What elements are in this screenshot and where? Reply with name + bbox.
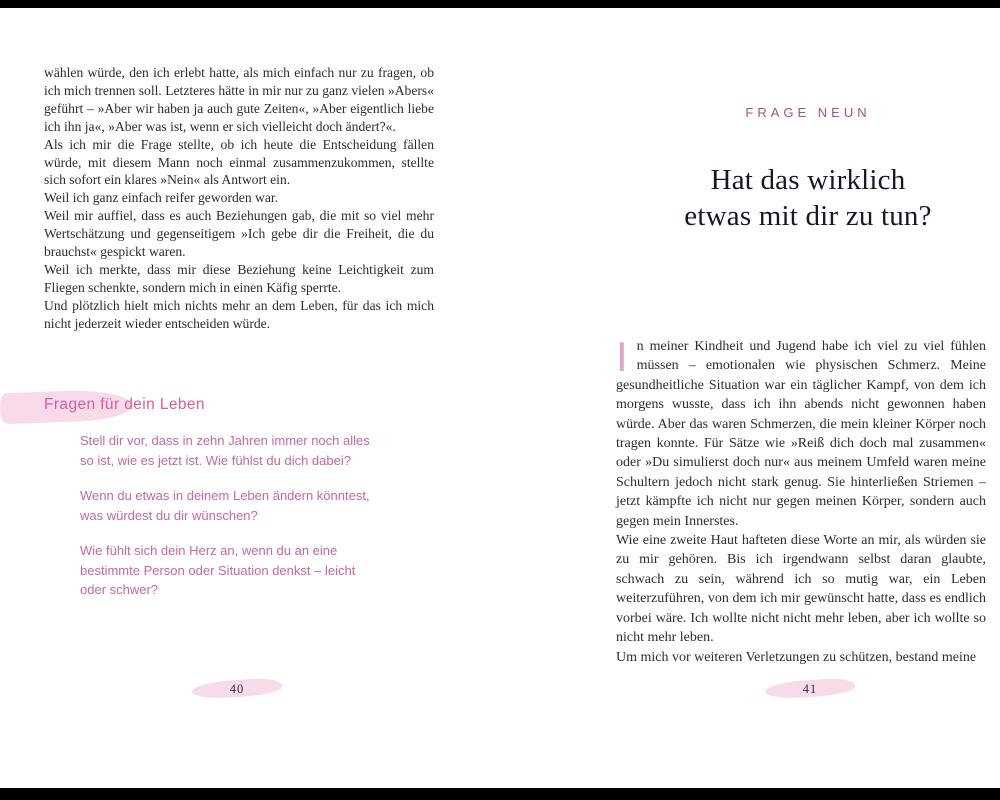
paragraph: wählen würde, den ich erlebt hatte, als mich einfach nur zu fragen, ob ich mich trennen soll. Letzteres hätte in mir nur zu ganz vielen »Abers« geführt – »Aber wir haben ja auch gute Zeiten«, »Aber eigentlich liebe ich ihn ja«, »Aber was ist, wenn er sich vielleicht doch ändert?«. — [44, 65, 434, 134]
paragraph: Und plötzlich hielt mich nichts mehr an dem Leben, für das ich mich nicht jederzeit wieder entscheiden würde. — [44, 297, 434, 331]
left-page-body — [44, 64, 434, 333]
page-number: 41 — [802, 682, 818, 696]
question: Wenn du etwas in deinem Leben ändern könntest, was würdest du dir wünschen? — [80, 488, 370, 523]
paragraph-text: n meiner Kindheit und Jugend habe ich viel zu viel fühlen müssen – emotionalen wie physischen Schmerz. Meine gesundheitliche Situation war ein täglicher Kampf, von dem ich morgens wusste, dass ich ihn abends nicht gewonnen haben würde. Aber das waren Schmerzen, die mein kleiner Körper noch tragen konnte. Für Sätze wie »Reiß dich doch mal zusammen« oder »Du simulierst doch nur« aus meinem Umfeld waren meine Schultern jedoch nicht stark genug. Sie hinterließen Striemen – jetzt kämpfte ich nicht nur gegen meinen Körper, sondern auch gegen mein Innerstes. — [616, 339, 986, 529]
paragraph: Um mich vor weiteren Verletzungen zu schützen, bestand meine — [616, 649, 977, 665]
reflection-questions — [80, 431, 382, 616]
paragraph: Wie eine zweite Haut hafteten diese Worte an mir, als würden sie zu mir gehören. Bis ich irgendwann selbst daran glaubte, schwach zu sein, während ich so mutig war, ein Leben weiterzuführen, von dem ich mir gewünscht hatte, dass es endlich vorbei wäre. Ich wollte nicht nicht mehr leben, aber ich wollte so nicht mehr leben. — [616, 533, 986, 646]
paragraph: Weil mir auffiel, dass es auch Beziehungen gab, die mit so viel mehr Wertschätzung und gegenseitigem »Ich gebe dir die Freiheit, die du brauchst« gespickt waren. — [44, 208, 434, 260]
title-line: Hat das wirklich — [710, 164, 906, 196]
paragraph: Weil ich merkte, dass mir diese Beziehung keine Leichtigkeit zum Fliegen schenkte, sondern mich in einen Käfig sperrte. — [44, 261, 434, 295]
paragraph: Als ich mir die Frage stellte, ob ich heute die Entscheidung fällen würde, mit diesem Mann noch einmal zusammenzukommen, stellte sich sofort ein klares »Nein« als Antwort ein. — [44, 136, 434, 188]
dropcap-initial: I — [616, 333, 628, 380]
letterbox-top — [0, 0, 1000, 8]
page-number: 40 — [229, 682, 245, 696]
chapter-kicker: FRAGE NEUN — [745, 105, 871, 120]
right-page-body — [616, 333, 986, 667]
question: Wie fühlt sich dein Herz an, wenn du an eine bestimmte Person oder Situation denkst – leicht oder schwer? — [80, 543, 356, 597]
chapter-title — [608, 162, 1000, 234]
title-line: etwas mit dir zu tun? — [684, 200, 932, 232]
paragraph — [616, 333, 986, 531]
paragraph: Weil ich ganz einfach reifer geworden war. — [44, 190, 279, 206]
letterbox-bottom — [0, 788, 1000, 800]
question: Stell dir vor, dass in zehn Jahren immer noch alles so ist, wie es jetzt ist. Wie fühlst du dich dabei? — [80, 433, 370, 468]
section-heading: Fragen für dein Leben — [44, 396, 205, 413]
